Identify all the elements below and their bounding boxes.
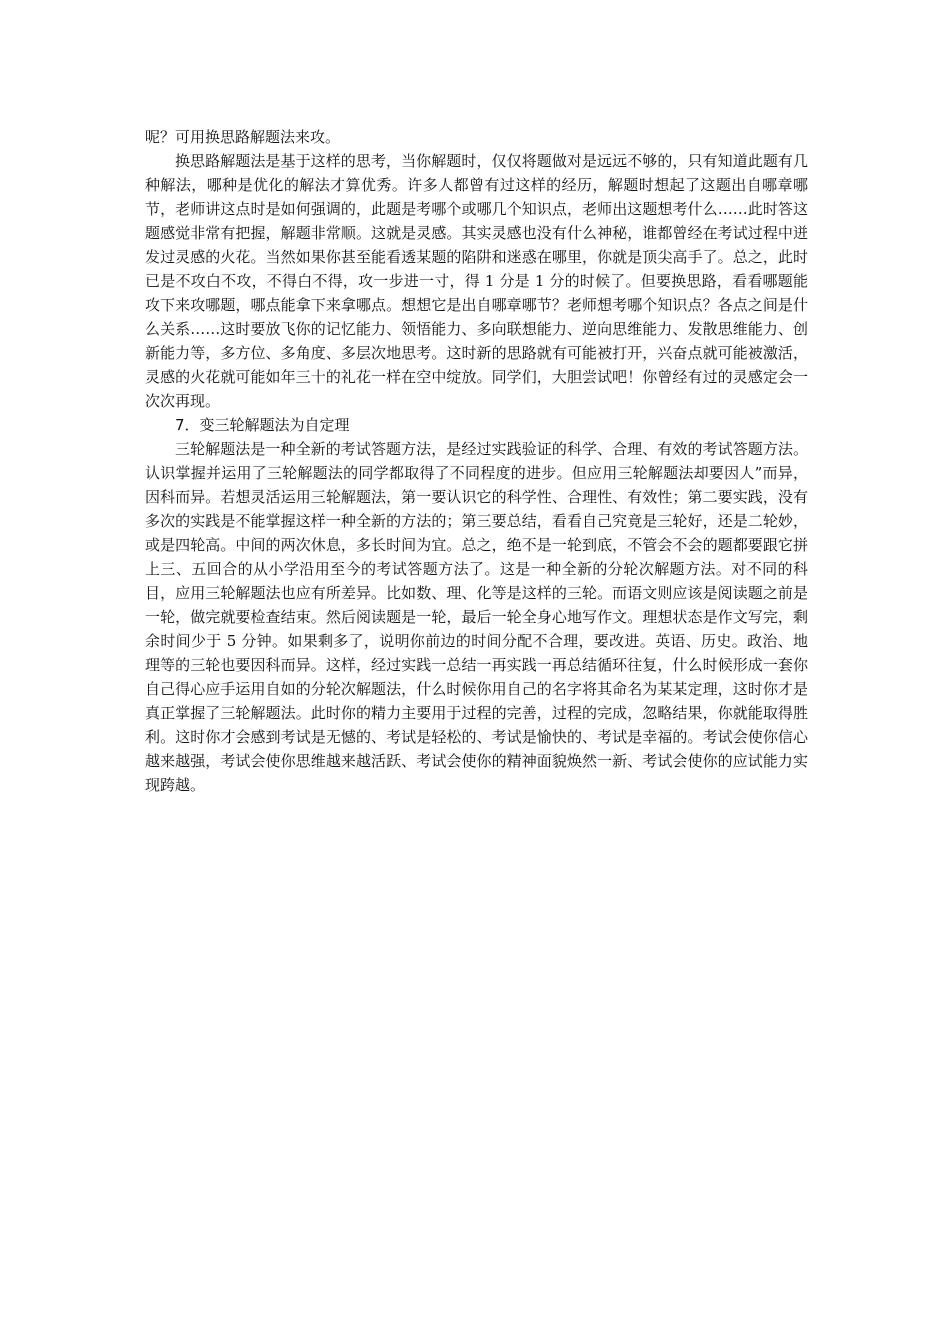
document-body: [145, 125, 808, 797]
paragraph-continuation: 呢？可用换思路解题法来攻。: [145, 128, 341, 146]
section-heading-7: 7．变三轮解题法为自定理: [175, 416, 350, 434]
paragraph-three-rounds: 三轮解题法是一种全新的考试答题方法，是经过实践验证的科学、合理、有效的考试答题方法。认识掌握并运用了三轮解题法的同学都取得了不同程度的进步。但应用三轮解题法却要因人”而异，因科而异。若想灵活运用三轮解题法，第一要认识它的科学性、合理性、有效性；第二要实践，没有多次的实践是不能掌握这样一种全新的方法的；第三要总结，看看自己究竟是三轮好，还是二轮妙，或是四轮高。中间的两次休息，多长时间为宜。总之，绝不是一轮到底，不管会不会的题都要跟它拼上三、五回合的从小学沿用至今的考试答题方法了。这是一种全新的分轮次解题方法。对不同的科目，应用三轮解题法也应有所差异。比如数、理、化等是这样的三轮。而语文则应该是阅读题之前是一轮，做完就要检查结束。然后阅读题是一轮，最后一轮全身心地写作文。理想状态是作文写完，剩余时间少于 5 分钟。如果剩多了，说明你前边的时间分配不合理，要改进。英语、历史。政治、地理等的三轮也要因科而异。这样，经过实践一总结一再实践一再总结循环往复，什么时候形成一套你自己得心应手运用自如的分轮次解题法，什么时候你用自己的名字将其命名为某某定理，这时你才是真正掌握了三轮解题法。此时你的精力主要用于过程的完善，过程的完成，忽略结果，你就能取得胜利。这时你才会感到考试是无憾的、考试是轻松的、考试是愉快的、考试是幸福的。考试会使你信心越来越强，考试会使你思维越来越活跃、考试会使你的精神面貌焕然一新、考试会使你的应试能力实现跨越。: [145, 440, 808, 794]
paragraph-change-approach: 换思路解题法是基于这样的思考，当你解题时，仅仅将题做对是远远不够的，只有知道此题有几种解法，哪种是优化的解法才算优秀。许多人都曾有过这样的经历，解题时想起了这题出自哪章哪节，老师讲这点时是如何强调的，此题是考哪个或哪几个知识点，老师出这题想考什么……此时答这题感觉非常有把握，解题非常顺。这就是灵感。其实灵感也没有什么神秘，谁都曾经在考试过程中迸发过灵感的火花。当然如果你甚至能看透某题的陷阱和迷惑在哪里，你就是顶尖高手了。总之，此时已是不攻白不攻，不得白不得，攻一步进一寸，得 1 分是 1 分的时候了。但要换思路，看看哪题能攻下来攻哪题，哪点能拿下来拿哪点。想想它是出自哪章哪节？老师想考哪个知识点？各点之间是什么关系……这时要放飞你的记忆能力、领悟能力、多向联想能力、逆向思维能力、发散思维能力、创新能力等，多方位、多角度、多层次地思考。这时新的思路就有可能被打开，兴奋点就可能被激活，灵感的火花就可能如年三十的礼花一样在空中绽放。同学们，大胆尝试吧！你曾经有过的灵感定会一次次再现。: [145, 152, 808, 410]
